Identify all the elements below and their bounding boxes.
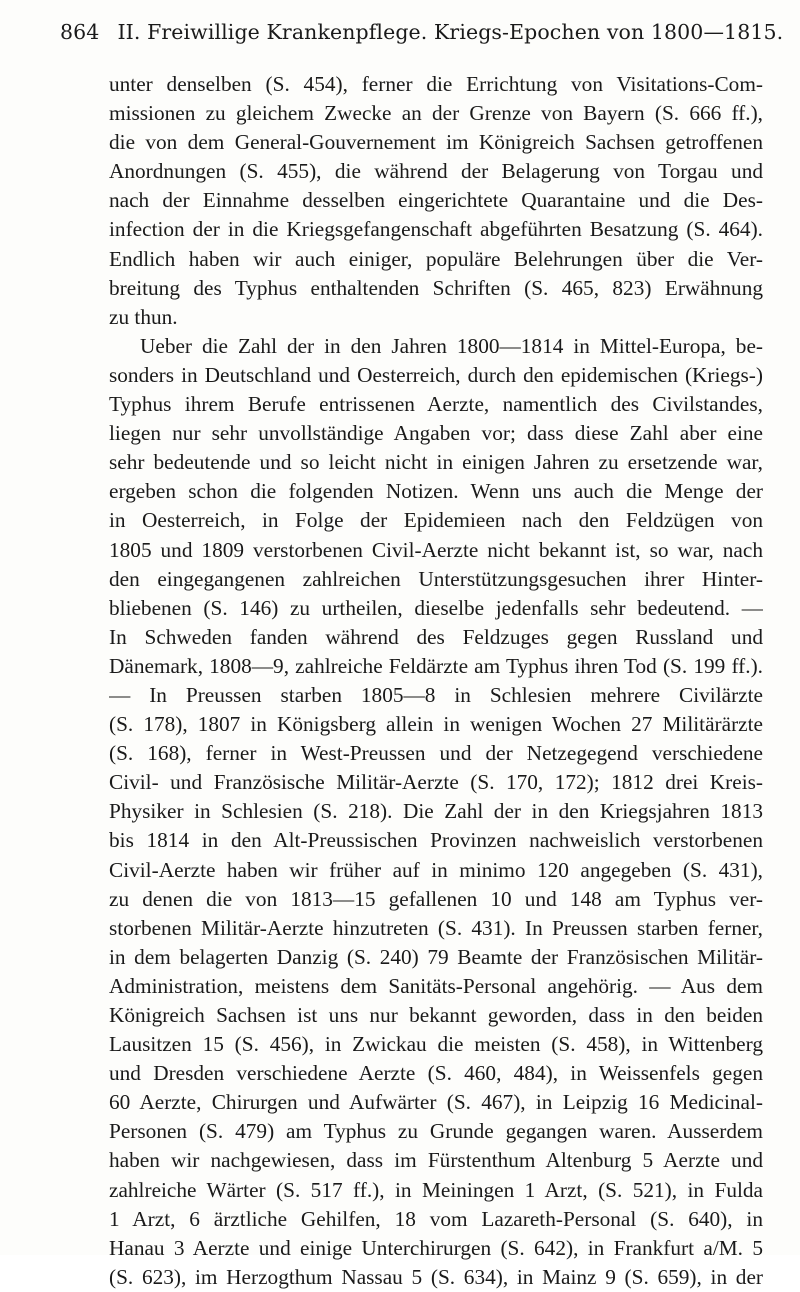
text-line: 1 Arzt, 6 ärztliche Gehilfen, 18 vom Lazareth-Personal (S. 640), in — [109, 1206, 763, 1231]
text-line: Typhus ihrem Berufe entrissenen Aerzte, namentlich des Civilstandes, — [109, 392, 763, 417]
text-line: Administration, meistens dem Sanitäts-Personal angehörig. — Aus dem — [109, 973, 763, 998]
text-line: (S. 178), 1807 in Königsberg allein in wenigen Wochen 27 Militärärzte — [109, 712, 763, 737]
text-line: nach der Einnahme desselben eingerichtete Quarantaine und die Des- — [109, 188, 763, 213]
text-line: storbenen Militär-Aerzte hinzutreten (S. 431). In Preussen starben ferner, — [109, 915, 763, 940]
text-line: 60 Aerzte, Chirurgen und Aufwärter (S. 467), in Leipzig 16 Medicinal- — [109, 1090, 763, 1115]
text-line: (S. 168), ferner in West-Preussen und der Netzegegend verschiedene — [109, 741, 763, 766]
text-line: breitung des Typhus enthaltenden Schriften (S. 465, 823) Erwähnung — [109, 275, 763, 300]
text-line: Personen (S. 479) am Typhus zu Grunde gegangen waren. Ausserdem — [109, 1119, 763, 1144]
text-line: Endlich haben wir auch einiger, populäre Belehrungen über die Ver- — [109, 246, 763, 271]
text-line: Anordnungen (S. 455), die während der Belagerung von Torgau und — [109, 159, 763, 184]
text-line: liegen nur sehr unvollständige Angaben vor; dass diese Zahl aber eine — [109, 421, 763, 446]
page-number: 864 — [60, 20, 100, 44]
running-header — [60, 20, 784, 52]
text-line: Physiker in Schlesien (S. 218). Die Zahl der in den Kriegsjahren 1813 — [109, 799, 763, 824]
text-line: Lausitzen 15 (S. 456), in Zwickau die meisten (S. 458), in Wittenberg — [109, 1032, 763, 1057]
paragraph-2 — [109, 332, 763, 1292]
text-line: sehr bedeutende und so leicht nicht in einigen Jahren zu ersetzende war, — [109, 450, 763, 475]
text-line: zu denen die von 1813—15 gefallenen 10 und 148 am Typhus ver- — [109, 886, 763, 911]
text-line: Civil- und Französische Militär-Aerzte (S. 170, 172); 1812 drei Kreis- — [109, 770, 763, 795]
text-line: in Oesterreich, in Folge der Epidemieen nach den Feldzügen von — [109, 508, 763, 533]
text-line: haben wir nachgewiesen, dass im Fürstenthum Altenburg 5 Aerzte und — [109, 1148, 763, 1173]
text-line: zu thun. — [109, 304, 178, 329]
text-line: Hanau 3 Aerzte und einige Unterchirurgen (S. 642), in Frankfurt a/M. 5 — [109, 1235, 763, 1260]
text-line: missionen zu gleichem Zwecke an der Grenze von Bayern (S. 666 ff.), — [109, 101, 763, 126]
text-line: die von dem General-Gouvernement im Königreich Sachsen getroffenen — [109, 130, 763, 155]
text-line: — In Preussen starben 1805—8 in Schlesien mehrere Civilärzte — [109, 682, 763, 707]
text-line: den eingegangenen zahlreichen Unterstützungsgesuchen ihrer Hinter- — [109, 566, 763, 591]
text-line: unter denselben (S. 454), ferner die Errichtung von Visitations-Com- — [109, 72, 763, 96]
running-title: II. Freiwillige Krankenpflege. Kriegs-Epochen von 1800—1815. — [117, 20, 784, 44]
text-line: infection der in die Kriegsgefangenschaft abgeführten Besatzung (S. 464). — [109, 217, 763, 242]
text-line: ergeben schon die folgenden Notizen. Wenn uns auch die Menge der — [109, 479, 763, 504]
text-line: in dem belagerten Danzig (S. 240) 79 Beamte der Französischen Militär- — [109, 944, 763, 969]
body-text — [109, 70, 763, 1292]
text-line: In Schweden fanden während des Feldzuges gegen Russland und — [109, 624, 763, 649]
text-line: bliebenen (S. 146) zu urtheilen, dieselbe jedenfalls sehr bedeutend. — — [109, 595, 763, 620]
text-line: bis 1814 in den Alt-Preussischen Provinzen nachweislich verstorbenen — [109, 828, 763, 853]
text-line: Königreich Sachsen ist uns nur bekannt geworden, dass in den beiden — [109, 1003, 763, 1027]
text-line: sonders in Deutschland und Oesterreich, durch den epidemischen (Kriegs-) — [109, 362, 763, 387]
text-line: zahlreiche Wärter (S. 517 ff.), in Meiningen 1 Arzt, (S. 521), in Fulda — [109, 1177, 763, 1202]
text-line: Dänemark, 1808—9, zahlreiche Feldärzte am Typhus ihren Tod (S. 199 ff.). — [109, 653, 763, 678]
text-line: Civil-Aerzte haben wir früher auf in minimo 120 angegeben (S. 431), — [109, 857, 763, 882]
text-line: 1805 und 1809 verstorbenen Civil-Aerzte nicht bekannt ist, so war, nach — [109, 537, 763, 562]
text-line: (S. 623), im Herzogthum Nassau 5 (S. 634), in Mainz 9 (S. 659), in der — [109, 1264, 763, 1289]
paragraph-1 — [109, 70, 763, 332]
text-line: und Dresden verschiedene Aerzte (S. 460, 484), in Weissenfels gegen — [109, 1061, 763, 1086]
text-line: Ueber die Zahl der in den Jahren 1800—1814 in Mittel-Europa, be- — [140, 333, 763, 358]
